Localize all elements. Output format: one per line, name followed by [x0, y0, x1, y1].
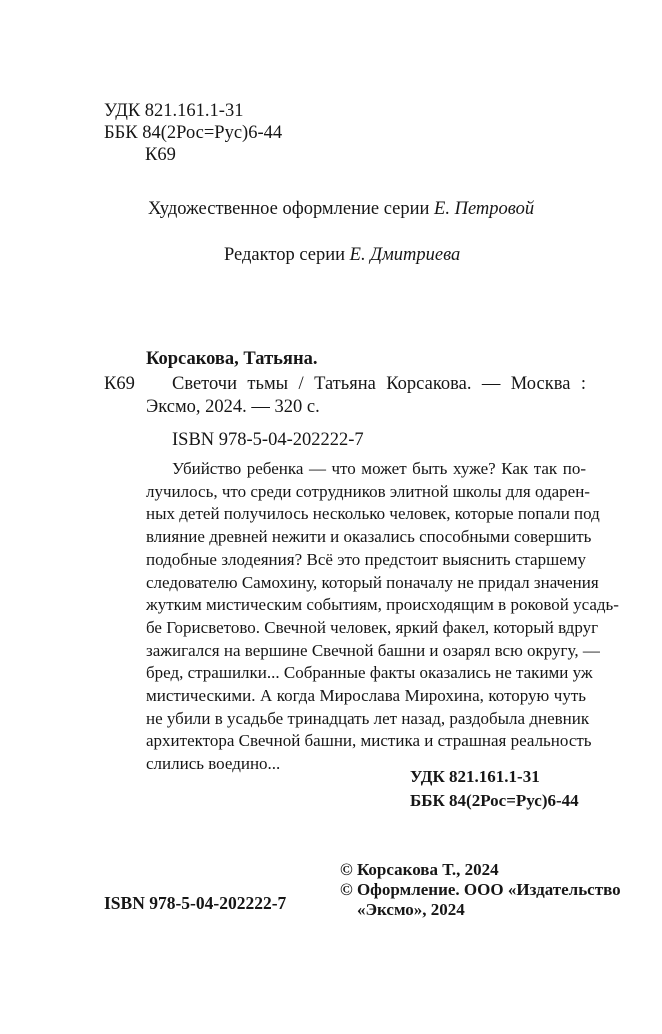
series-design-credit	[148, 198, 534, 220]
copyright-design-line-1: © Оформление. ООО «Издательство	[340, 880, 621, 899]
catalog-title-line-1: Светочи тьмы / Татьяна Корсакова. — Москва :	[172, 374, 586, 394]
series-editor-name: Е. Дмитриева	[349, 245, 461, 265]
annotation-line: жутким мистическим событиям, происходящим в роковой усадь-	[146, 595, 619, 615]
annotation-line: не убили в усадьбе тринадцать лет назад, раздобыла дневник	[146, 708, 590, 728]
annotation-line: бе Горисветово. Свечной человек, яркий факел, который вдруг	[146, 617, 599, 637]
series-design-name: Е. Петровой	[434, 199, 535, 219]
catalog-isbn: ISBN 978-5-04-202222-7	[172, 430, 364, 450]
author-sign-top: К69	[145, 145, 176, 165]
catalog-title-line-2: Эксмо, 2024. — 320 с.	[146, 397, 320, 417]
copyright-design-line-2: «Эксмо», 2024	[357, 900, 465, 919]
annotation-line: мистическими. А когда Мирослава Мирохина, которую чуть	[146, 686, 586, 706]
copyright-author: © Корсакова Т., 2024	[340, 860, 499, 879]
author-heading: Корсакова, Татьяна.	[146, 349, 318, 369]
udk-code-bottom: УДК 821.161.1-31	[410, 767, 540, 786]
series-editor-label: Редактор серии	[224, 245, 350, 265]
series-design-label: Художественное оформление серии	[148, 199, 435, 219]
annotation-line: влияние древней нежити и оказались способными совершить	[146, 527, 592, 547]
annotation-text	[146, 458, 619, 776]
annotation-line: Убийство ребенка — что может быть хуже? Как так по-	[172, 459, 586, 478]
annotation-line: слились воедино...	[146, 754, 281, 774]
annotation-line: ных детей получилось несколько человек, которые попали под	[146, 504, 600, 524]
annotation-line: зажигался на вершине Свечной башни и озарял всю округу, —	[146, 640, 600, 660]
udk-code-top: УДК 821.161.1-31	[104, 101, 244, 121]
annotation-line: следователю Самохину, который поначалу не придал значения	[146, 572, 599, 592]
isbn-footer: ISBN 978-5-04-202222-7	[104, 893, 287, 913]
annotation-line: лучилось, что среди сотрудников элитной школы для одарен-	[146, 481, 590, 501]
series-editor-credit	[224, 244, 460, 266]
bbk-code-bottom: ББК 84(2Рос=Рус)6-44	[410, 791, 579, 810]
annotation-line: архитектора Свечной башни, мистика и страшная реальность	[146, 731, 592, 751]
bbk-code-top: ББК 84(2Рос=Рус)6-44	[104, 123, 283, 143]
author-sign-catalog: К69	[104, 374, 135, 394]
annotation-line: бред, страшилки... Собранные факты оказались не такими уж	[146, 663, 593, 683]
annotation-line: подобные злодеяния? Всё это предстоит выяснить старшему	[146, 549, 586, 569]
